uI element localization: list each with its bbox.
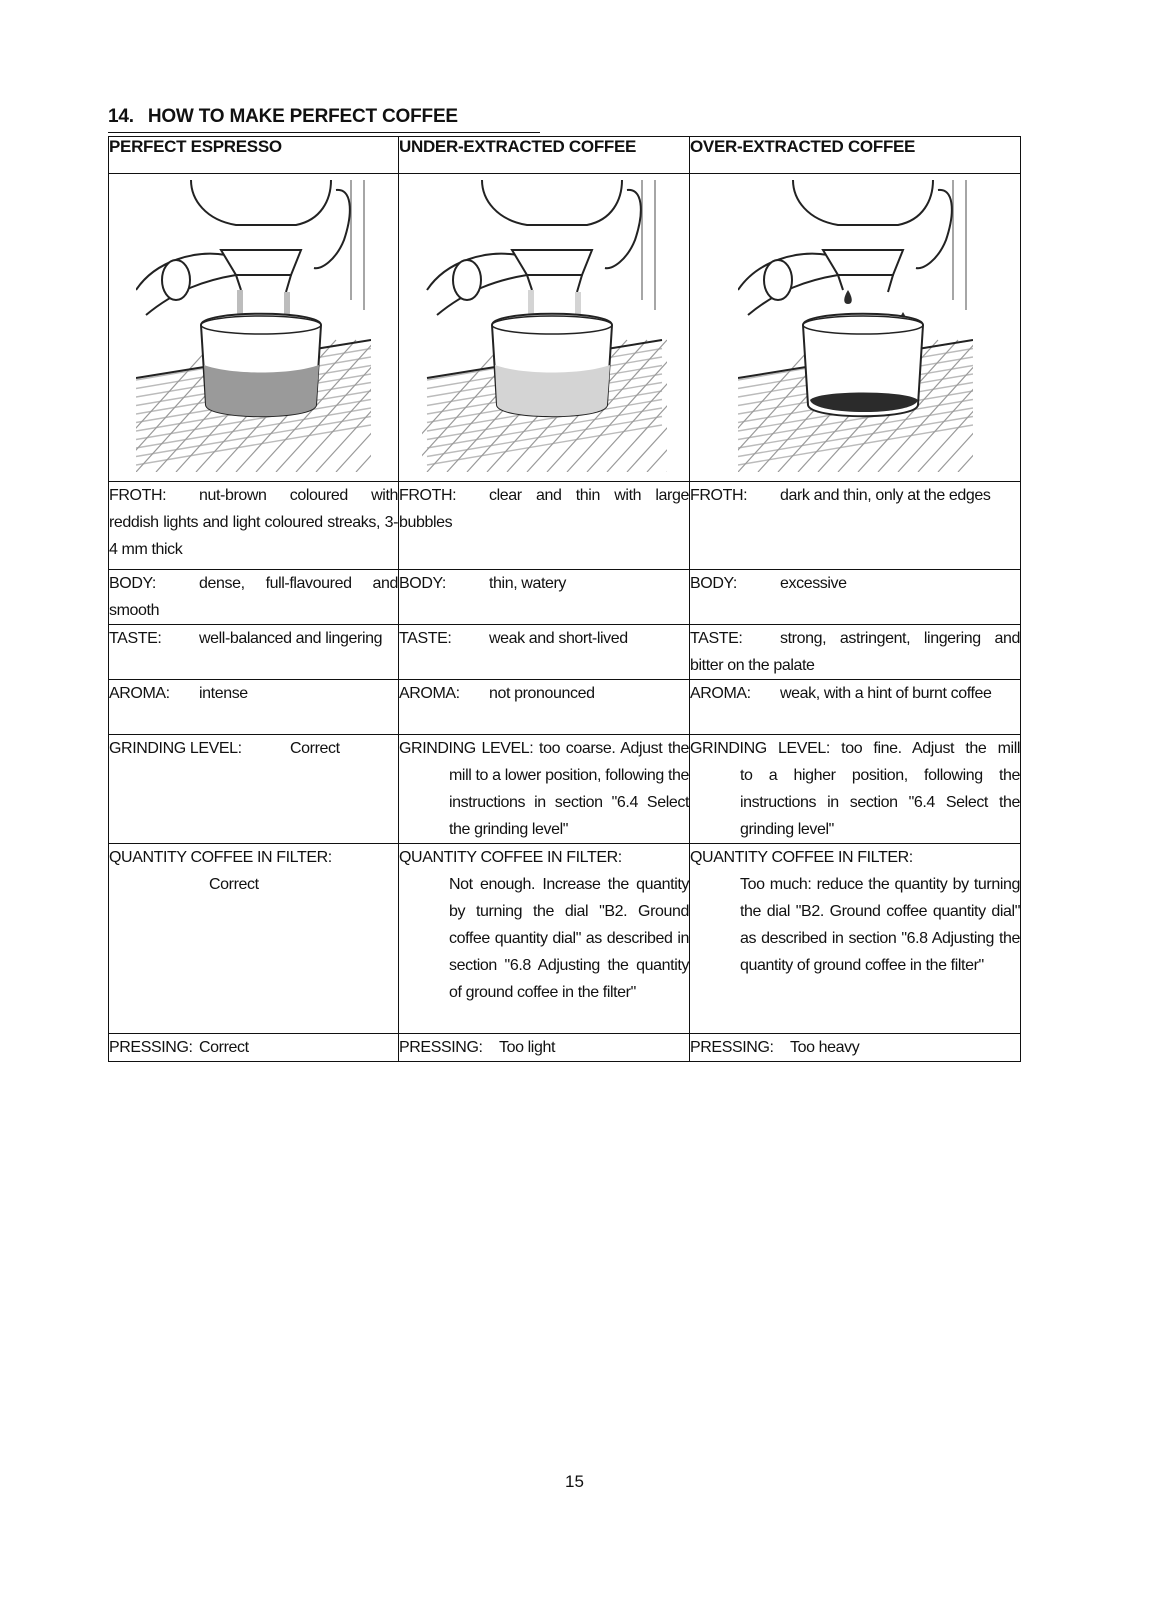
aroma-row	[109, 680, 1021, 735]
taste-cell-perfect	[109, 625, 399, 680]
grinding-text-rest: to a higher position, following the instructions in section "6.4 Select the grinding level"	[740, 767, 1020, 838]
taste-label: TASTE:	[109, 630, 162, 647]
quantity-row	[109, 844, 1021, 1034]
quantity-label: QUANTITY COFFEE IN FILTER:	[399, 849, 622, 866]
aroma-cell-under	[399, 680, 690, 735]
tray-line	[607, 340, 667, 472]
aroma-label: AROMA:	[109, 685, 170, 702]
quantity-cell-under	[399, 844, 690, 1034]
quantity-cell-over	[690, 844, 1021, 1034]
quantity-cell-perfect	[109, 844, 399, 1034]
grinding-cell-under	[399, 735, 690, 844]
aroma-text: intense	[199, 685, 248, 702]
body-cell-over	[690, 570, 1021, 625]
aroma-text: not pronounced	[489, 685, 595, 702]
perfect-espresso-illustration	[136, 180, 371, 472]
froth-text: dark and thin, only at the edges	[780, 487, 991, 504]
quantity-label: QUANTITY COFFEE IN FILTER:	[690, 849, 913, 866]
grinding-row	[109, 735, 1021, 844]
grinding-text: Correct	[290, 740, 340, 757]
grinding-first-line	[690, 735, 1020, 762]
page-number: 15	[565, 1472, 584, 1491]
taste-cell-under	[399, 625, 690, 680]
aroma-text: weak, with a hint of burnt coffee	[780, 685, 992, 702]
body-cell-under	[399, 570, 690, 625]
column-header-over-extracted: OVER-EXTRACTED COFFEE	[690, 137, 1021, 174]
group-head	[191, 180, 331, 225]
illustration-cell-perfect	[109, 174, 399, 482]
taste-text: well-balanced and lingering	[199, 630, 383, 647]
quantity-text: Correct	[209, 876, 259, 893]
grinding-text-first: too fine. Adjust the mill	[841, 740, 1021, 757]
body-cell-perfect	[109, 570, 399, 625]
taste-label: TASTE:	[690, 630, 743, 647]
froth-cell-over	[690, 482, 1021, 570]
aroma-cell-over	[690, 680, 1021, 735]
group-head	[793, 180, 933, 225]
froth-text: nut-brown coloured with reddish lights and light coloured streaks, 3-4 mm thick	[109, 487, 398, 558]
spouts	[838, 275, 893, 292]
coffee-comparison-table	[108, 136, 1021, 1062]
column-header-perfect: PERFECT ESPRESSO	[109, 137, 399, 174]
quantity-text: Not enough. Increase the quantity by turning the dial "B2. Ground coffee quantity dial" as described in section "6.8 Adjusting the quantity of ground coffee in the filter"	[449, 876, 689, 1001]
coffee-drop	[844, 290, 852, 304]
over-extracted-illustration	[738, 180, 973, 472]
pressing-row	[109, 1034, 1021, 1062]
handle-end	[162, 260, 190, 300]
taste-text: strong, astringent, lingering and bitter on the palate	[690, 630, 1020, 674]
taste-cell-over	[690, 625, 1021, 680]
tray-line	[918, 340, 973, 472]
froth-row	[109, 482, 1021, 570]
machine-edge	[642, 180, 655, 310]
aroma-label: AROMA:	[690, 685, 751, 702]
group-head	[482, 180, 622, 225]
taste-text: weak and short-lived	[489, 630, 628, 647]
body-text: dense, full-flavoured and smooth	[109, 575, 398, 619]
grinding-label: GRINDING LEVEL:	[690, 740, 830, 757]
section-heading	[108, 104, 540, 133]
froth-label: FROTH:	[399, 487, 457, 504]
froth-cell-under	[399, 482, 690, 570]
tray-line	[316, 340, 371, 472]
body-text: excessive	[780, 575, 847, 592]
grinding-text-rest: mill to a lower position, following the instructions in section "6.4 Select the grinding level"	[449, 767, 689, 838]
section-number: 14.	[108, 106, 134, 127]
coffee-level	[495, 365, 610, 416]
taste-label: TASTE:	[399, 630, 452, 647]
grinding-cell-over	[690, 735, 1021, 844]
handle-end	[453, 260, 481, 300]
body-text: thin, watery	[489, 575, 567, 592]
machine-edge	[351, 180, 364, 310]
under-extracted-illustration	[422, 180, 667, 472]
taste-row	[109, 625, 1021, 680]
coffee-level	[204, 365, 319, 416]
aroma-label: AROMA:	[399, 685, 460, 702]
illustration-cell-under	[399, 174, 690, 482]
pressing-label: PRESSING:	[399, 1039, 483, 1056]
section-title: HOW TO MAKE PERFECT COFFEE	[147, 106, 458, 127]
grinding-first-line	[399, 735, 689, 762]
illustration-row	[109, 174, 1021, 482]
spouts	[236, 275, 291, 292]
body-row	[109, 570, 1021, 625]
froth-label: FROTH:	[109, 487, 167, 504]
pressing-label: PRESSING:	[109, 1039, 193, 1056]
pressing-text: Correct	[199, 1039, 249, 1056]
filter-basket	[221, 250, 301, 275]
froth-cell-perfect	[109, 482, 399, 570]
spouts	[527, 275, 582, 292]
machine-edge	[953, 180, 966, 310]
pressing-text: Too light	[499, 1039, 555, 1056]
grinding-label: GRINDING LEVEL:	[399, 740, 534, 757]
aroma-cell-perfect	[109, 680, 399, 735]
grinding-label: GRINDING LEVEL:	[109, 740, 242, 757]
illustration-cell-over	[690, 174, 1021, 482]
body-label: BODY:	[109, 575, 156, 592]
pressing-label: PRESSING:	[690, 1039, 774, 1056]
pressing-text: Too heavy	[790, 1039, 860, 1056]
quantity-label: QUANTITY COFFEE IN FILTER:	[109, 849, 332, 866]
pressing-cell-over	[690, 1034, 1021, 1062]
froth-text: clear and thin with large bubbles	[399, 487, 689, 531]
quantity-text: Too much: reduce the quantity by turning the dial "B2. Ground coffee quantity dial" as described in section "6.8 Adjusting the quantity of ground coffee in the filter"	[740, 876, 1020, 974]
grinding-text-first: too coarse. Adjust the	[539, 740, 690, 757]
body-label: BODY:	[399, 575, 446, 592]
tray-line	[647, 340, 667, 472]
froth-label: FROTH:	[690, 487, 748, 504]
grinding-cell-perfect	[109, 735, 399, 844]
handle-end	[764, 260, 792, 300]
filter-basket	[823, 250, 903, 275]
filter-basket	[512, 250, 592, 275]
pressing-cell-perfect	[109, 1034, 399, 1062]
header-row	[109, 137, 1021, 174]
body-label: BODY:	[690, 575, 737, 592]
column-header-under-extracted: UNDER-EXTRACTED COFFEE	[399, 137, 690, 174]
pressing-cell-under	[399, 1034, 690, 1062]
